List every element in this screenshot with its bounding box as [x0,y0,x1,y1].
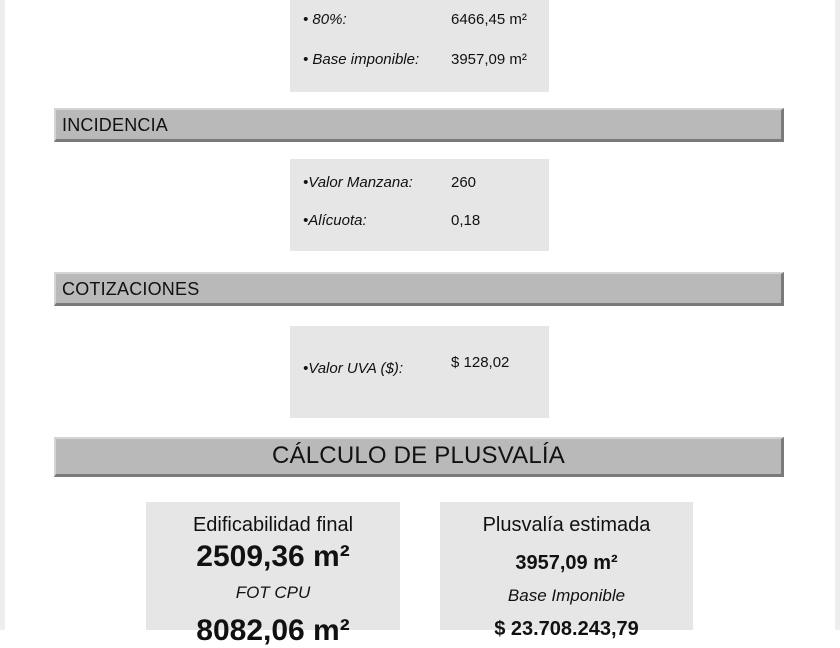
section-header-incidencia [54,108,784,142]
item-value: 6466,45 m² [451,11,527,28]
page-edge-right [835,0,840,630]
item-value: $ 128,02 [451,354,510,371]
card-caption: Base Imponible [507,586,626,605]
card-heading: Edificabilidad final [192,514,354,536]
item-label: • Base imponible: [303,51,420,68]
item-label: • 80%: [303,11,347,28]
card-second-value: $ 23.708.243,79 [494,618,639,640]
edificabilidad-card [146,502,400,647]
page-edge-left [0,0,5,630]
incidencia-box [290,159,549,251]
card-caption: FOT CPU [235,583,311,602]
card-heading: Plusvalía estimada [482,514,651,536]
item-value: 3957,09 m² [451,51,527,68]
item-label: •Valor Manzana: [303,174,413,191]
card-value: 3957,09 m² [515,552,618,574]
plusvalia-card [440,502,693,640]
superficie-box [290,0,549,92]
item-value: 0,18 [451,212,481,229]
section-title: INCIDENCIA [62,115,169,135]
item-label: •Valor UVA ($): [303,360,404,377]
item-value: 260 [451,174,477,191]
section-header-calculo [54,437,784,477]
section-header-cotizaciones [54,272,784,306]
section-title: COTIZACIONES [62,279,200,299]
item-label: •Alícuota: [303,212,367,229]
cotizaciones-box [290,326,549,418]
card-second-value: 8082,06 m² [196,614,350,647]
card-value: 2509,36 m² [196,540,350,573]
page-title: CÁLCULO DE PLUSVALÍA [272,442,565,469]
